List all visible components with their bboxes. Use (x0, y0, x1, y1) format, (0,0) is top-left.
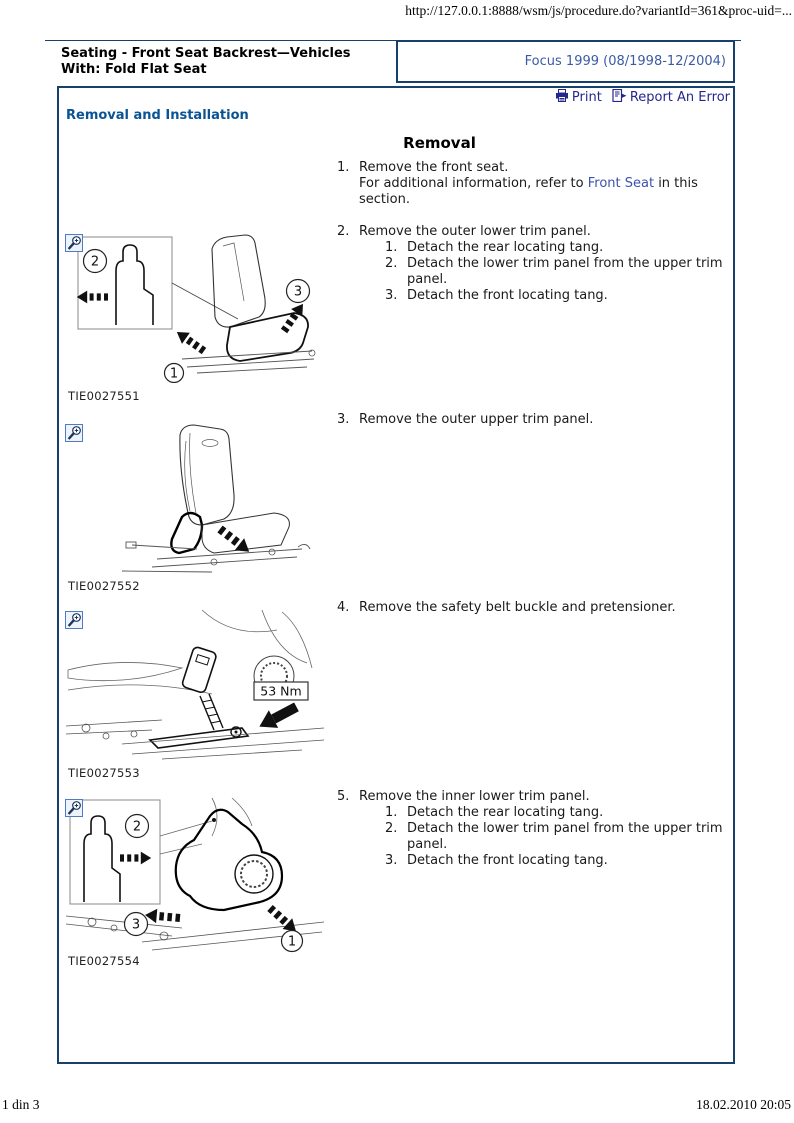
svg-text:53 Nm: 53 Nm (260, 683, 302, 699)
step-note (359, 176, 731, 208)
callout-3 (287, 280, 310, 303)
substep-number: 3. (385, 288, 398, 303)
figure-caption: TIE0027551 (68, 389, 140, 403)
step-2 (337, 224, 731, 304)
substep (385, 288, 731, 304)
step-4 (337, 600, 731, 616)
step-5 (337, 789, 731, 869)
seat-illustration (62, 796, 330, 954)
zoom-icon[interactable] (65, 234, 83, 252)
figure-outer-upper-trim (62, 421, 330, 593)
step-number: 5. (337, 789, 350, 804)
striped-arrow (77, 291, 108, 304)
note-prefix: For additional information, refer to (359, 176, 588, 191)
step-text: Remove the front seat. (359, 160, 509, 175)
substep-text: Detach the rear locating tang. (407, 240, 604, 255)
substep-text: Detach the front locating tang. (407, 288, 608, 303)
substep-text: Detach the front locating tang. (407, 853, 608, 868)
figure-caption: TIE0027552 (68, 579, 140, 593)
step-3 (337, 412, 731, 428)
vehicle-badge: Focus 1999 (08/1998-12/2004) (396, 40, 735, 83)
substep (385, 805, 731, 821)
striped-arrow (120, 852, 151, 865)
substep-number: 1. (385, 805, 398, 820)
substep-list (359, 805, 731, 869)
callout-2 (126, 815, 149, 838)
print-datetime: 18.02.2010 20:05 (696, 1097, 791, 1112)
zoom-icon[interactable] (65, 611, 83, 629)
figure-inner-lower-trim (62, 796, 330, 968)
step-number: 2. (337, 224, 350, 239)
report-error-label: Report An Error (629, 90, 730, 105)
substep-list (359, 240, 731, 304)
step-1 (337, 160, 731, 208)
solid-arrow (255, 698, 301, 735)
page-number: 1 din 3 (2, 1097, 40, 1112)
note-suffix: in this section. (359, 176, 698, 207)
substep-number: 3. (385, 853, 398, 868)
seat-illustration (62, 421, 330, 573)
front-seat-link[interactable]: Front Seat (587, 176, 655, 191)
substep (385, 821, 731, 853)
substep-number: 1. (385, 240, 398, 255)
zoom-icon[interactable] (65, 424, 83, 442)
figure-caption: TIE0027553 (68, 766, 140, 780)
striped-arrow (173, 326, 208, 356)
seat-illustration (62, 231, 330, 383)
callout-1 (282, 931, 303, 952)
svg-text:3: 3 (293, 284, 303, 300)
callout-1 (165, 364, 184, 383)
report-error-button[interactable] (612, 89, 730, 106)
svg-text:1: 1 (169, 366, 179, 382)
svg-text:2: 2 (132, 819, 142, 835)
striped-arrow (144, 908, 180, 925)
print-label: Print (571, 90, 602, 105)
figure-outer-lower-trim (62, 231, 330, 403)
print-button[interactable] (555, 89, 602, 106)
step-text: Remove the inner lower trim panel. (359, 789, 590, 804)
browser-print-url: http://127.0.0.1:8888/wsm/js/procedure.do?variantId=361&proc-uid=... (405, 3, 792, 18)
substep (385, 256, 731, 288)
callout-3 (125, 913, 148, 936)
svg-text:1: 1 (287, 934, 297, 950)
svg-text:2: 2 (90, 254, 100, 270)
step-number: 1. (337, 160, 350, 175)
callout-2 (84, 250, 107, 273)
section-heading: Removal and Installation (66, 108, 249, 123)
substep-number: 2. (385, 821, 398, 836)
substep-number: 2. (385, 256, 398, 271)
document-header (57, 40, 735, 83)
step-text: Remove the safety belt buckle and pretensioner. (359, 600, 676, 615)
step-text: Remove the outer upper trim panel. (359, 412, 594, 427)
step-number: 3. (337, 412, 350, 427)
figure-caption: TIE0027554 (68, 954, 140, 968)
substep-text: Detach the lower trim panel from the upper trim panel. (407, 256, 723, 287)
step-text: Remove the outer lower trim panel. (359, 224, 591, 239)
substep (385, 853, 731, 869)
zoom-icon[interactable] (65, 799, 83, 817)
substep (385, 240, 731, 256)
substep-text: Detach the rear locating tang. (407, 805, 604, 820)
procedure-title: Removal (403, 134, 476, 152)
torque-label (254, 682, 308, 700)
content-area (57, 86, 735, 1064)
seat-illustration (62, 608, 330, 760)
svg-text:3: 3 (131, 917, 141, 933)
printer-icon (555, 89, 569, 106)
report-document-icon (612, 89, 627, 106)
toolbar (555, 89, 730, 106)
page-title: Seating - Front Seat Backrest—Vehicles With: Fold Flat Seat (61, 46, 351, 77)
figure-buckle-pretensioner (62, 608, 330, 780)
substep-text: Detach the lower trim panel from the upper trim panel. (407, 821, 723, 852)
step-number: 4. (337, 600, 350, 615)
